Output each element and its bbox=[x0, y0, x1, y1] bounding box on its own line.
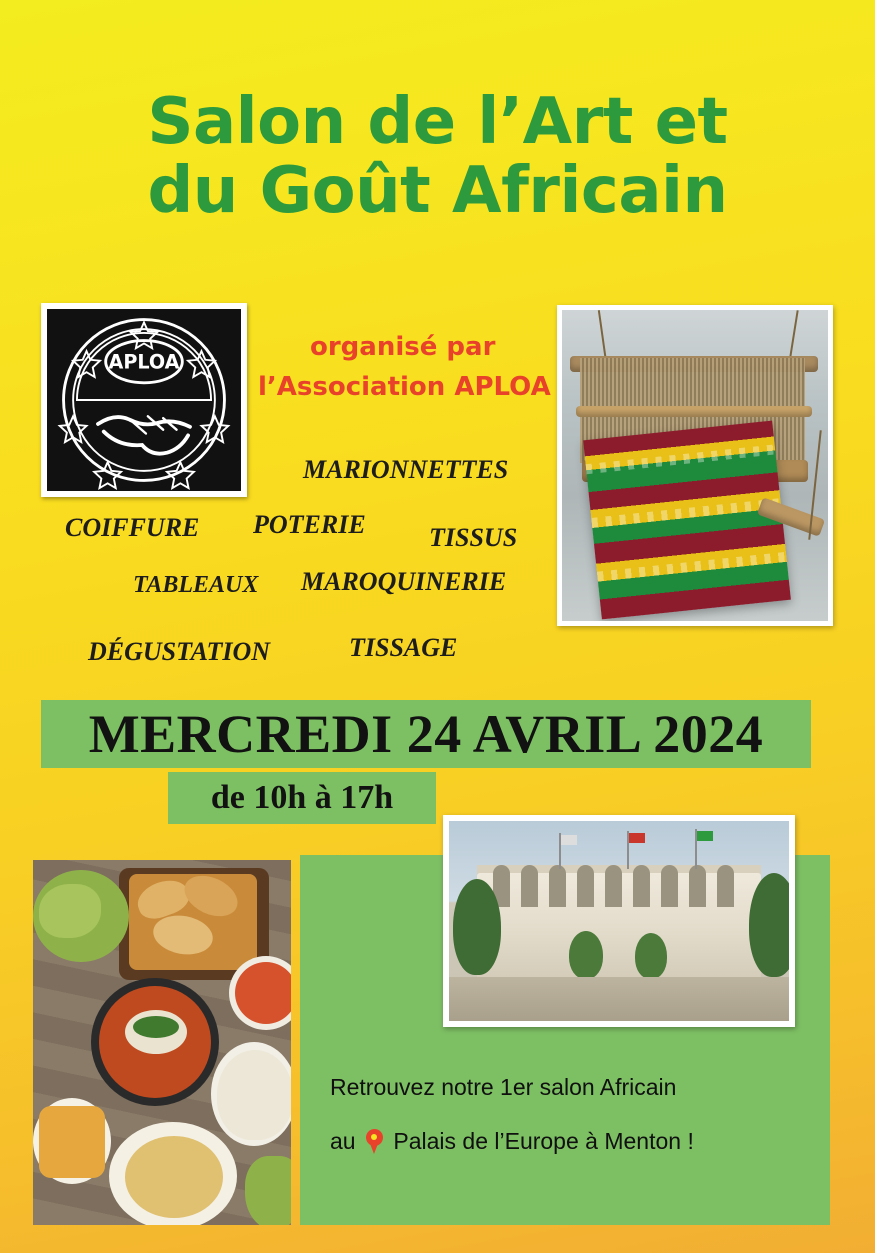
keyword-cloud bbox=[0, 455, 560, 675]
weaving-photo-frame bbox=[557, 305, 833, 626]
organizer-block bbox=[258, 327, 558, 408]
event-date: MERCREDI 24 AVRIL 2024 bbox=[88, 704, 764, 764]
keyword-item: MAROQUINERIE bbox=[301, 567, 507, 596]
african-food-dishes-photo bbox=[33, 860, 291, 1225]
organizer-line-1: organisé par bbox=[310, 332, 496, 362]
african-loom-weaving-photo bbox=[562, 310, 828, 621]
keyword-item: COIFFURE bbox=[65, 513, 200, 542]
palais-de-leurope-menton-photo bbox=[449, 821, 789, 1021]
footer-line-2-before: au bbox=[330, 1128, 356, 1155]
footer-line-2-after: Palais de l’Europe à Menton ! bbox=[393, 1128, 694, 1155]
footer-text bbox=[330, 1060, 830, 1168]
keyword-item: TABLEAUX bbox=[133, 572, 259, 598]
event-hours: de 10h à 17h bbox=[210, 779, 394, 816]
footer-line-2 bbox=[330, 1114, 830, 1168]
kente-cloth bbox=[583, 421, 791, 620]
title-line-2: du Goût Africain bbox=[147, 154, 728, 229]
svg-text:APLOA: APLOA bbox=[108, 350, 180, 374]
date-banner bbox=[41, 700, 811, 768]
title-line-1: Salon de l’Art et bbox=[147, 85, 728, 159]
keyword-item: TISSAGE bbox=[349, 633, 458, 662]
keyword-item: POTERIE bbox=[253, 510, 366, 539]
keyword-item: MARIONNETTES bbox=[303, 455, 509, 484]
organizer-line-2: l’Association APLOA bbox=[258, 372, 551, 403]
keyword-item: TISSUS bbox=[429, 523, 518, 552]
venue-photo-frame bbox=[443, 815, 795, 1027]
map-pin-icon bbox=[366, 1129, 383, 1154]
keyword-item: DÉGUSTATION bbox=[88, 637, 271, 666]
hours-banner bbox=[168, 772, 436, 824]
footer-line-1: Retrouvez notre 1er salon Africain bbox=[330, 1074, 677, 1100]
page-title bbox=[0, 85, 875, 229]
